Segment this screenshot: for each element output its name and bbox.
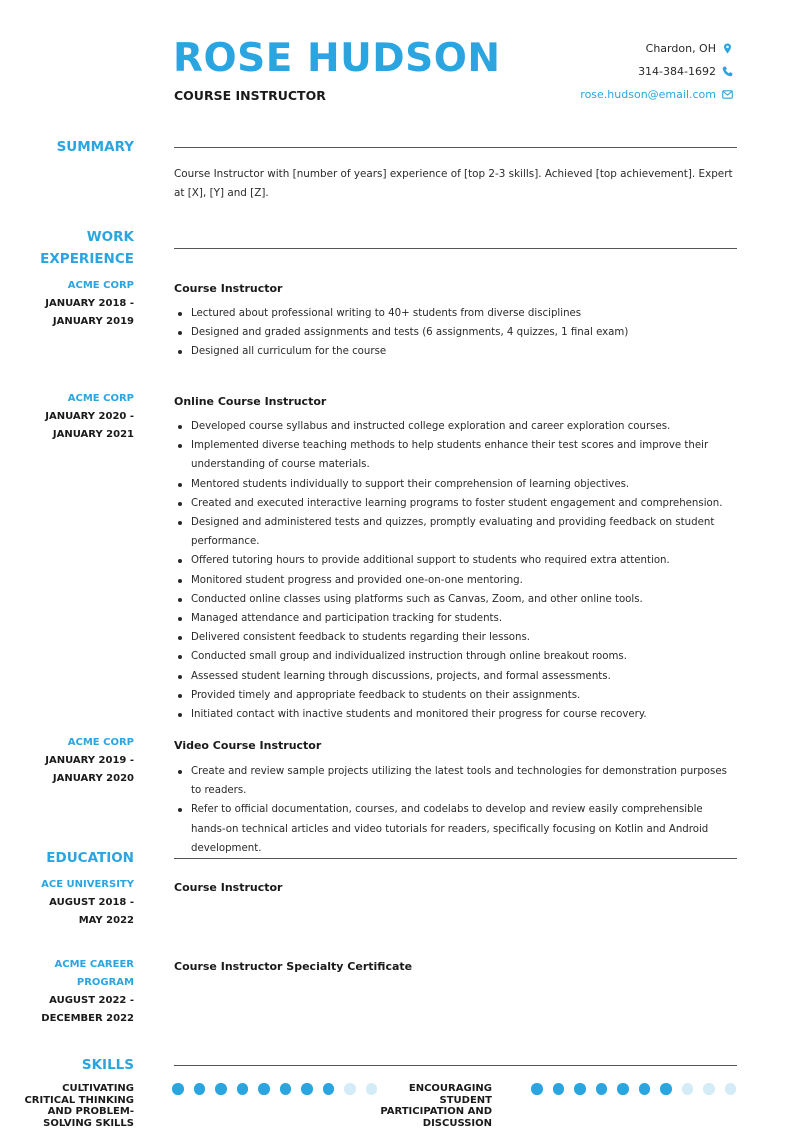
list-item: Created and executed interactive learning programs to foster student engagement and comprehension. xyxy=(174,494,740,513)
date-line: AUGUST 2018 - xyxy=(4,894,134,912)
date-line: JANUARY 2020 xyxy=(4,770,134,788)
section-heading-work-experience xyxy=(4,226,134,270)
section-heading-summary: SUMMARY xyxy=(4,136,134,158)
rating-dot-filled xyxy=(596,1083,608,1095)
job-bullets xyxy=(174,762,740,858)
section-divider xyxy=(174,858,737,859)
rating-dot-filled xyxy=(617,1083,629,1095)
list-item: Implemented diverse teaching methods to help students enhance their test scores and improve their understanding of course materials. xyxy=(174,436,740,474)
contact-location xyxy=(646,42,733,55)
list-item: Assessed student learning through discussions, projects, and formal assessments. xyxy=(174,667,740,686)
rating-dot-filled xyxy=(660,1083,672,1095)
rating-dot-filled xyxy=(194,1083,206,1095)
list-item: Create and review sample projects utilizing the latest tools and technologies for demonstration purposes to readers. xyxy=(174,762,740,800)
summary-text: Course Instructor with [number of years] experience of [top 2-3 skills]. Achieved [top achievement]. Expert at [X], [Y] and [Z]. xyxy=(174,165,739,203)
list-item: Conducted small group and individualized instruction through online breakout rooms. xyxy=(174,647,740,666)
job-employer: ACME CORP xyxy=(4,734,134,752)
list-item: Conducted online classes using platforms such as Canvas, Zoom, and other online tools. xyxy=(174,590,740,609)
rating-dot-filled xyxy=(553,1083,565,1095)
skill-rating xyxy=(531,1083,736,1095)
list-item: Designed all curriculum for the course xyxy=(174,342,740,361)
job-dates xyxy=(4,408,134,444)
skill-name-line: CULTIVATING xyxy=(9,1083,134,1095)
skill-name-line: DISCUSSION xyxy=(367,1118,492,1129)
date-line: MAY 2022 xyxy=(4,912,134,930)
email-link[interactable]: rose.hudson@email.com xyxy=(580,88,716,101)
phone-text: 314-384-1692 xyxy=(638,65,716,78)
date-line: JANUARY 2019 xyxy=(4,313,134,331)
section-divider xyxy=(174,1065,737,1066)
education-degree: Course Instructor xyxy=(174,881,282,894)
date-line: JANUARY 2018 - xyxy=(4,295,134,313)
list-item: Lectured about professional writing to 40+ students from diverse disciplines xyxy=(174,304,740,323)
list-item: Monitored student progress and provided one-on-one mentoring. xyxy=(174,571,740,590)
contact-email[interactable] xyxy=(580,88,733,101)
heading-line: EXPERIENCE xyxy=(4,248,134,270)
education-institution xyxy=(4,956,134,992)
rating-dot-filled xyxy=(301,1083,313,1095)
map-pin-icon xyxy=(722,43,733,54)
institution-line: PROGRAM xyxy=(4,974,134,992)
date-line: JANUARY 2021 xyxy=(4,426,134,444)
rating-dot-empty xyxy=(725,1083,737,1095)
skill-name xyxy=(367,1083,492,1129)
job-bullets xyxy=(174,417,740,724)
list-item: Provided timely and appropriate feedback to students on their assignments. xyxy=(174,686,740,705)
education-degree: Course Instructor Specialty Certificate xyxy=(174,960,412,973)
date-line: DECEMBER 2022 xyxy=(4,1010,134,1028)
skill-name-line: AND PROBLEM- xyxy=(9,1106,134,1118)
job-role: Video Course Instructor xyxy=(174,739,321,752)
list-item: Refer to official documentation, courses, and codelabs to develop and review easily comprehensible hands-on technical articles and video tutorials for readers, specifically focusing on Kotlin and Android development. xyxy=(174,800,740,858)
skill-name-line: STUDENT xyxy=(367,1095,492,1107)
section-heading-skills: SKILLS xyxy=(4,1054,134,1076)
skill-name-line: SOLVING SKILLS xyxy=(9,1118,134,1129)
rating-dot-empty xyxy=(344,1083,356,1095)
job-role: Course Instructor xyxy=(174,282,282,295)
education-dates xyxy=(4,992,134,1028)
section-heading-education: EDUCATION xyxy=(4,847,134,869)
rating-dot-empty xyxy=(703,1083,715,1095)
rating-dot-filled xyxy=(258,1083,270,1095)
date-line: AUGUST 2022 - xyxy=(4,992,134,1010)
rating-dot-filled xyxy=(215,1083,227,1095)
skill-rating xyxy=(172,1083,377,1095)
rating-dot-filled xyxy=(172,1083,184,1095)
list-item: Initiated contact with inactive students and monitored their progress for course recovery. xyxy=(174,705,740,724)
rating-dot-filled xyxy=(639,1083,651,1095)
list-item: Developed course syllabus and instructed college exploration and career exploration courses. xyxy=(174,417,740,436)
list-item: Designed and administered tests and quizzes, promptly evaluating and providing feedback on student performance. xyxy=(174,513,740,551)
section-divider xyxy=(174,248,737,249)
skill-name-line: ENCOURAGING xyxy=(367,1083,492,1095)
job-employer: ACME CORP xyxy=(4,390,134,408)
heading-line: WORK xyxy=(4,226,134,248)
rating-dot-filled xyxy=(323,1083,335,1095)
education-institution: ACE UNIVERSITY xyxy=(4,876,134,894)
date-line: JANUARY 2019 - xyxy=(4,752,134,770)
section-divider xyxy=(174,147,737,148)
skill-name-line: CRITICAL THINKING xyxy=(9,1095,134,1107)
list-item: Delivered consistent feedback to students regarding their lessons. xyxy=(174,628,740,647)
job-dates xyxy=(4,295,134,331)
rating-dot-filled xyxy=(531,1083,543,1095)
education-dates xyxy=(4,894,134,930)
rating-dot-filled xyxy=(574,1083,586,1095)
rating-dot-filled xyxy=(237,1083,249,1095)
job-bullets xyxy=(174,304,740,362)
job-title: COURSE INSTRUCTOR xyxy=(174,88,326,103)
list-item: Offered tutoring hours to provide additional support to students who required extra attention. xyxy=(174,551,740,570)
rating-dot-empty xyxy=(682,1083,694,1095)
list-item: Designed and graded assignments and tests (6 assignments, 4 quizzes, 1 final exam) xyxy=(174,323,740,342)
list-item: Managed attendance and participation tracking for students. xyxy=(174,609,740,628)
skill-name xyxy=(9,1083,134,1129)
list-item: Mentored students individually to support their comprehension of learning objectives. xyxy=(174,475,740,494)
job-employer: ACME CORP xyxy=(4,277,134,295)
job-dates xyxy=(4,752,134,788)
location-text: Chardon, OH xyxy=(646,42,716,55)
phone-icon xyxy=(722,66,733,77)
rating-dot-filled xyxy=(280,1083,292,1095)
date-line: JANUARY 2020 - xyxy=(4,408,134,426)
contact-phone xyxy=(638,65,733,78)
institution-line: ACME CAREER xyxy=(4,956,134,974)
envelope-icon xyxy=(722,89,733,100)
candidate-name: ROSE HUDSON xyxy=(173,34,501,84)
job-role: Online Course Instructor xyxy=(174,395,326,408)
skill-name-line: PARTICIPATION AND xyxy=(367,1106,492,1118)
